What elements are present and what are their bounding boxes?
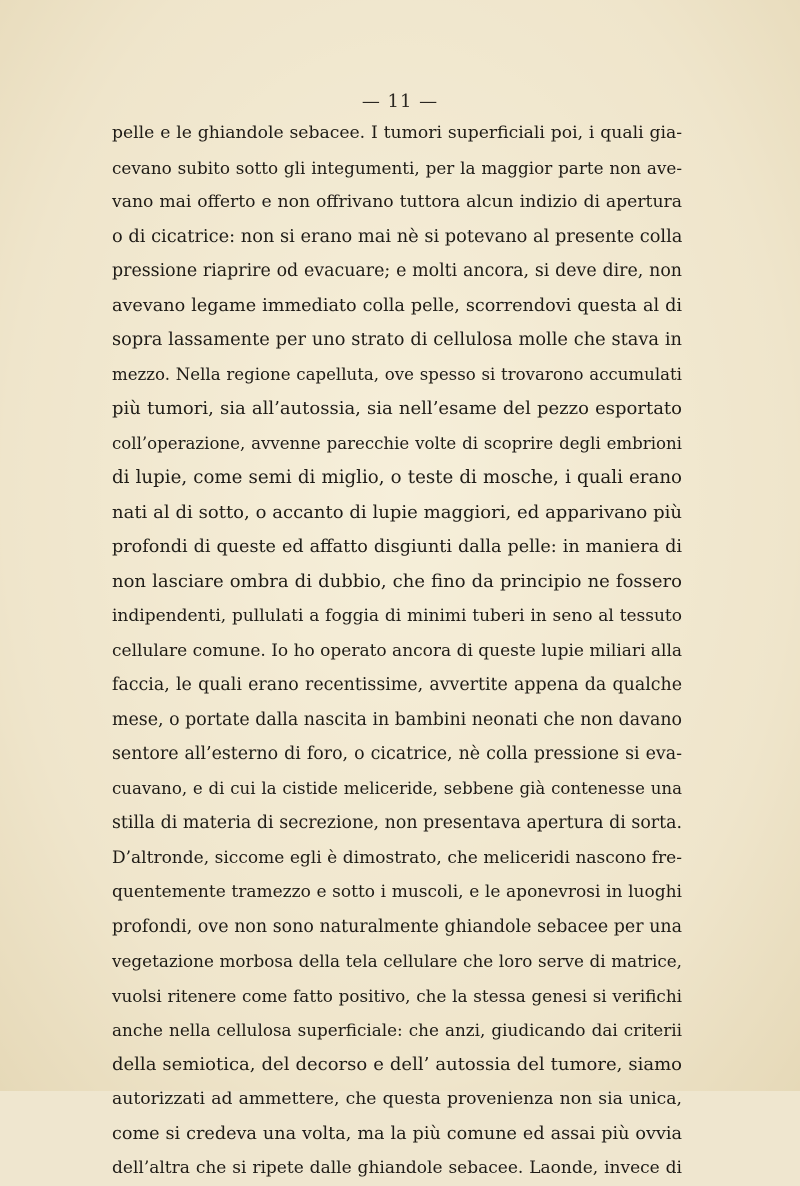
text-line: autorizzati ad ammettere, che questa provenienza non sia unica, xyxy=(112,1089,682,1109)
text-line: vegetazione morbosa della tela cellulare che loro serve di matrice, xyxy=(112,951,682,971)
text-line: mese, o portate dalla nascita in bambini neonati che non davano xyxy=(112,709,682,730)
text-line: vano mai offerto e non offrivano tuttora alcun indizio di apertura xyxy=(112,192,682,212)
text-line: cevano subito sotto gli integumenti, per la maggior parte non ave- xyxy=(112,157,682,178)
text-line: coll’operazione, avvenne parecchie volte di scoprire degli embrioni xyxy=(112,433,682,453)
text-line: vuolsi ritenere come fatto positivo, che la stessa genesi si verifichi xyxy=(112,985,682,1006)
text-line: faccia, le quali erano recentissime, avvertite appena da qualche xyxy=(112,675,682,695)
text-line: mezzo. Nella regione capelluta, ove spesso si trovarono accumulati xyxy=(112,364,682,384)
text-line: o di cicatrice: non si erano mai nè si potevano al presente colla xyxy=(112,225,683,247)
text-line: di lupie, come semi di miglio, o teste di mosche, i quali erano xyxy=(112,467,682,488)
text-line: indipendenti, pullulati a foggia di minimi tuberi in seno al tessuto xyxy=(112,606,682,626)
text-line: della semiotica, del decorso e dell’ autossia del tumore, siamo xyxy=(112,1053,682,1075)
text-line: avevano legame immediato colla pelle, scorrendovi questa al di xyxy=(112,295,682,316)
text-line: stilla di materia di secrezione, non presentava apertura di sorta. xyxy=(112,813,682,833)
page-number: — 11 — xyxy=(361,91,439,112)
text-line: D’altronde, siccome egli è dimostrato, che meliceridi nascono fre- xyxy=(112,847,682,868)
text-line: quentemente tramezzo e sotto i muscoli, e le aponevrosi in luoghi xyxy=(112,882,682,902)
text-line: non lasciare ombra di dubbio, che fino da principio ne fossero xyxy=(112,570,682,592)
body-text xyxy=(112,116,682,1186)
text-line: pelle e le ghiandole sebacee. I tumori superficiali poi, i quali gia- xyxy=(112,123,682,143)
text-line: cuavano, e di cui la cistide meliceride, sebbene già contenesse una xyxy=(112,778,682,798)
text-line: anche nella cellulosa superficiale: che anzi, giudicando dai criterii xyxy=(112,1020,682,1040)
text-line: profondi di queste ed affatto disgiunti dalla pelle: in maniera di xyxy=(112,537,682,557)
text-line: dell’altra che si ripete dalle ghiandole sebacee. Laonde, invece di xyxy=(112,1158,682,1178)
text-line: sentore all’esterno di foro, o cicatrice, nè colla pressione si eva- xyxy=(112,744,682,764)
text-line: pressione riaprire od evacuare; e molti ancora, si deve dire, non xyxy=(112,261,682,281)
text-line: più tumori, sia all’autossia, sia nell’esame del pezzo esportato xyxy=(112,398,682,419)
text-line: nati al di sotto, o accanto di lupie maggiori, ed apparivano più xyxy=(112,501,682,523)
text-line: profondi, ove non sono naturalmente ghiandole sebacee per una xyxy=(112,916,682,937)
text-line: sopra lassamente per uno strato di cellulosa molle che stava in xyxy=(112,329,682,350)
text-line: cellulare comune. Io ho operato ancora di queste lupie miliari alla xyxy=(112,640,683,661)
text-line: come si credeva una volta, ma la più comune ed assai più ovvia xyxy=(112,1123,682,1144)
